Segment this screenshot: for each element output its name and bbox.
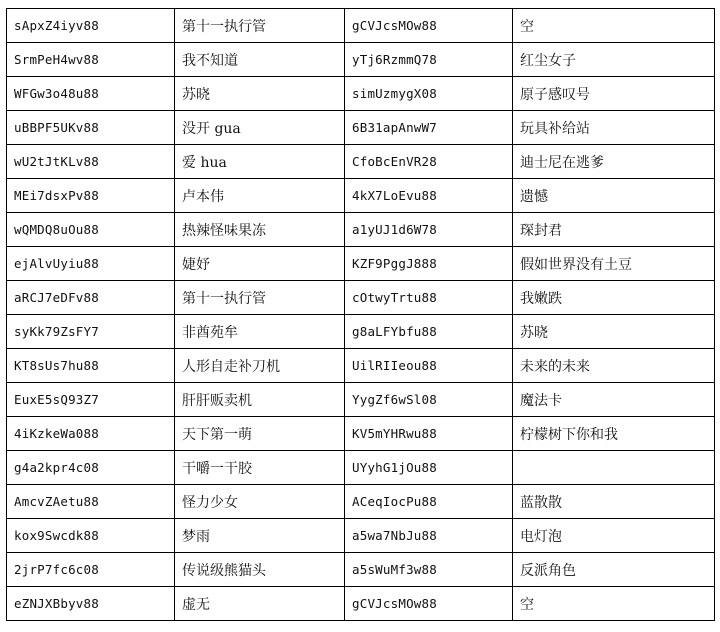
table-row	[7, 145, 715, 179]
code-cell: gCVJcsMOw88	[345, 9, 513, 43]
code-cell: a5wa7NbJu88	[345, 519, 513, 553]
code-cell: KV5mYHRwu88	[345, 417, 513, 451]
name-cell: 第十一执行管	[175, 9, 345, 43]
name-cell: 原子感叹号	[513, 77, 715, 111]
name-cell: 红尘女子	[513, 43, 715, 77]
code-cell: wU2tJtKLv88	[7, 145, 175, 179]
name-cell: 蓝散散	[513, 485, 715, 519]
code-cell: cOtwyTrtu88	[345, 281, 513, 315]
table-row	[7, 213, 715, 247]
code-cell: WFGw3o48u88	[7, 77, 175, 111]
name-cell: 迪士尼在逃爹	[513, 145, 715, 179]
name-cell: 假如世界没有土豆	[513, 247, 715, 281]
table-row	[7, 383, 715, 417]
code-cell: MEi7dsxPv88	[7, 179, 175, 213]
name-cell: 梦雨	[175, 519, 345, 553]
table-row	[7, 485, 715, 519]
name-cell: 非酋苑牟	[175, 315, 345, 349]
name-cell: 肝肝贩卖机	[175, 383, 345, 417]
code-cell: 2jrP7fc6c08	[7, 553, 175, 587]
name-cell: 传说级熊猫头	[175, 553, 345, 587]
name-cell: 婕妤	[175, 247, 345, 281]
code-cell: sApxZ4iyv88	[7, 9, 175, 43]
code-cell: 6B31apAnwW7	[345, 111, 513, 145]
code-cell: g4a2kpr4c08	[7, 451, 175, 485]
code-cell: syKk79ZsFY7	[7, 315, 175, 349]
name-cell: 虚无	[175, 587, 345, 621]
code-cell: gCVJcsMOw88	[345, 587, 513, 621]
code-cell: YygZf6wSl08	[345, 383, 513, 417]
code-cell: a5sWuMf3w88	[345, 553, 513, 587]
code-cell: simUzmygX08	[345, 77, 513, 111]
code-cell: CfoBcEnVR28	[345, 145, 513, 179]
name-cell: 魔法卡	[513, 383, 715, 417]
code-cell: KZF9PggJ888	[345, 247, 513, 281]
table-row	[7, 417, 715, 451]
name-cell: 天下第一萌	[175, 417, 345, 451]
name-cell: 我不知道	[175, 43, 345, 77]
code-cell: ejAlvUyiu88	[7, 247, 175, 281]
table-row	[7, 553, 715, 587]
table-row	[7, 179, 715, 213]
code-cell: KT8sUs7hu88	[7, 349, 175, 383]
name-cell	[513, 451, 715, 485]
name-cell: 空	[513, 587, 715, 621]
code-cell: a1yUJ1d6W78	[345, 213, 513, 247]
name-cell: 人形自走补刀机	[175, 349, 345, 383]
name-cell: 第十一执行管	[175, 281, 345, 315]
code-cell: UYyhG1jOu88	[345, 451, 513, 485]
name-cell: 未来的未来	[513, 349, 715, 383]
code-cell: aRCJ7eDFv88	[7, 281, 175, 315]
code-cell: ACeqIocPu88	[345, 485, 513, 519]
code-cell: kox9Swcdk88	[7, 519, 175, 553]
code-cell: EuxE5sQ93Z7	[7, 383, 175, 417]
name-cell: 苏晓	[513, 315, 715, 349]
name-cell: 电灯泡	[513, 519, 715, 553]
code-cell: wQMDQ8uOu88	[7, 213, 175, 247]
code-cell: yTj6RzmmQ78	[345, 43, 513, 77]
name-cell: 怪力少女	[175, 485, 345, 519]
name-cell: 柠檬树下你和我	[513, 417, 715, 451]
code-cell: eZNJXBbyv88	[7, 587, 175, 621]
code-cell: UilRIIeou88	[345, 349, 513, 383]
name-cell: 苏晓	[175, 77, 345, 111]
name-cell: 热辣怪味果冻	[175, 213, 345, 247]
name-cell: 没开 gua	[175, 111, 345, 145]
code-cell: uBBPF5UKv88	[7, 111, 175, 145]
table-row	[7, 349, 715, 383]
name-cell: 卢本伟	[175, 179, 345, 213]
table-body	[7, 9, 715, 621]
table-row	[7, 315, 715, 349]
table-row	[7, 43, 715, 77]
name-cell: 琛封君	[513, 213, 715, 247]
name-cell: 玩具补给站	[513, 111, 715, 145]
name-cell: 爱 hua	[175, 145, 345, 179]
name-cell: 干嚼一干胶	[175, 451, 345, 485]
table-row	[7, 451, 715, 485]
code-cell: 4iKzkeWa088	[7, 417, 175, 451]
table-row	[7, 519, 715, 553]
name-cell: 空	[513, 9, 715, 43]
name-cell: 遗憾	[513, 179, 715, 213]
table-row	[7, 281, 715, 315]
name-cell: 我嫩跌	[513, 281, 715, 315]
code-cell: SrmPeH4wv88	[7, 43, 175, 77]
code-name-table	[6, 8, 715, 621]
code-cell: g8aLFYbfu88	[345, 315, 513, 349]
table-row	[7, 587, 715, 621]
table-row	[7, 111, 715, 145]
code-cell: AmcvZAetu88	[7, 485, 175, 519]
table-row	[7, 9, 715, 43]
name-cell: 反派角色	[513, 553, 715, 587]
code-cell: 4kX7LoEvu88	[345, 179, 513, 213]
table-row	[7, 247, 715, 281]
table-row	[7, 77, 715, 111]
